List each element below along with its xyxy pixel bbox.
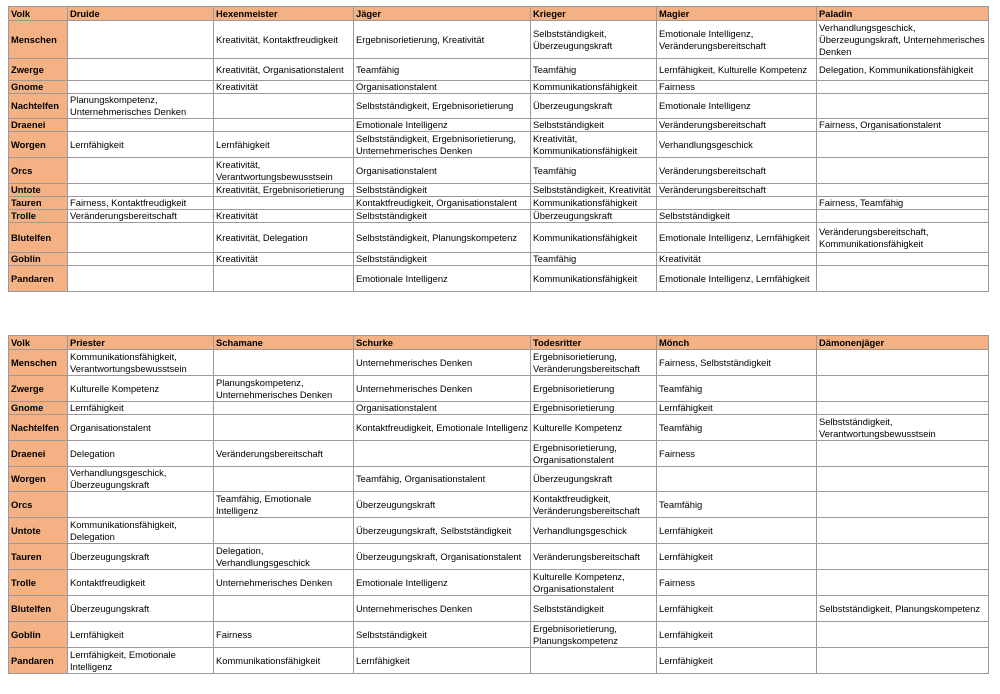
table-cell [68,184,214,197]
table-cell: Kontaktfreudigkeit, Veränderungsbereitschaft [531,492,657,518]
table-cell [354,441,531,467]
table-cell [657,467,817,492]
row-header-volk: Blutelfen [9,223,68,253]
row-header-volk: Orcs [9,158,68,184]
table-cell: Kreativität, Kommunikationsfähigkeit [531,132,657,158]
table-cell: Selbstständigkeit [657,210,817,223]
table-row [9,376,989,402]
table-cell: Lernfähigkeit [657,622,817,648]
table-cell: Emotionale Intelligenz [657,94,817,119]
table-cell [817,402,989,415]
row-header-volk: Nachtelfen [9,415,68,441]
class-race-table-1 [8,6,989,292]
table-cell: Fairness [657,570,817,596]
row-header-volk: Orcs [9,492,68,518]
table-cell: Überzeugungskraft [354,492,531,518]
table-cell: Teamfähig [531,253,657,266]
table-row [9,132,989,158]
table-row [9,570,989,596]
table-cell: Kreativität, Delegation [214,223,354,253]
table-cell: Fairness [214,622,354,648]
header-schamane: Schamane [214,336,354,350]
row-header-volk: Nachtelfen [9,94,68,119]
table-cell [817,94,989,119]
table-cell [817,622,989,648]
table-cell: Teamfähig [531,158,657,184]
table-cell [214,402,354,415]
header-hexenmeister: Hexenmeister [214,7,354,21]
table-cell: Selbstständigkeit, Überzeugungskraft [531,21,657,59]
table-cell: Lernfähigkeit [657,596,817,622]
table-cell: Kommunikationsfähigkeit [531,223,657,253]
table-cell: Selbstständigkeit [531,119,657,132]
table-cell [214,596,354,622]
row-header-volk: Trolle [9,570,68,596]
table-cell [817,441,989,467]
table-cell: Selbstständigkeit [354,253,531,266]
table-row [9,119,989,132]
table-cell [214,415,354,441]
table-cell: Emotionale Intelligenz [354,570,531,596]
table-cell: Ergebnisorietierung [531,376,657,402]
header-schurke: Schurke [354,336,531,350]
row-header-volk: Blutelfen [9,596,68,622]
table-cell [68,158,214,184]
table-cell: Organisationstalent [354,81,531,94]
table-cell: Planungskompetenz, Unternehmerisches Denken [214,376,354,402]
table-cell [214,119,354,132]
table-cell [68,223,214,253]
table-cell [214,197,354,210]
row-header-volk: Draenei [9,441,68,467]
table-cell: Selbstständigkeit, Verantwortungsbewusstsein [817,415,989,441]
table-row [9,59,989,81]
table-row [9,158,989,184]
row-header-volk: Zwerge [9,376,68,402]
table-cell: Delegation, Verhandlungsgeschick [214,544,354,570]
table-cell: Unternehmerisches Denken [214,570,354,596]
table-cell [817,158,989,184]
table-row [9,94,989,119]
table-cell: Kulturelle Kompetenz [68,376,214,402]
table-cell: Kreativität, Organisationstalent [214,59,354,81]
table-cell: Überzeugungskraft [531,94,657,119]
row-header-volk: Tauren [9,544,68,570]
table-cell: Unternehmerisches Denken [354,376,531,402]
table-row [9,184,989,197]
table-cell [68,266,214,292]
row-header-volk: Goblin [9,622,68,648]
table-cell: Kreativität [214,81,354,94]
table-cell: Delegation, Kommunikationsfähigkeit [817,59,989,81]
table-cell [817,376,989,402]
header-druide: Druide [68,7,214,21]
header-volk: Volk [9,336,68,350]
table-cell: Verhandlungsgeschick [531,518,657,544]
table-cell [68,253,214,266]
table-cell: Fairness, Teamfähig [817,197,989,210]
table-cell: Überzeugungskraft [531,210,657,223]
table-row [9,266,989,292]
table-cell [531,648,657,674]
table-cell: Kreativität, Verantwortungsbewusstsein [214,158,354,184]
table-cell: Ergebnisorietierung, Organisationstalent [531,441,657,467]
table-cell: Lernfähigkeit [68,622,214,648]
header-paladin: Paladin [817,7,989,21]
table-cell: Kreativität [214,253,354,266]
table-cell [817,132,989,158]
table-cell: Überzeugungskraft [68,544,214,570]
table-1-body [9,21,989,292]
table-cell: Kulturelle Kompetenz [531,415,657,441]
table-cell [817,253,989,266]
table-cell: Lernfähigkeit [657,544,817,570]
table-cell: Veränderungsbereitschaft [657,158,817,184]
table-row [9,223,989,253]
header-row [9,7,989,21]
table-cell: Selbstständigkeit [354,184,531,197]
table-row [9,492,989,518]
table-2-header [9,336,989,350]
table-cell [214,266,354,292]
table-row [9,21,989,59]
table-cell: Emotionale Intelligenz, Lernfähigkeit [657,223,817,253]
table-cell: Kulturelle Kompetenz, Organisationstalent [531,570,657,596]
table-cell: Teamfähig [657,376,817,402]
table-cell: Selbstständigkeit [354,622,531,648]
row-header-volk: Menschen [9,350,68,376]
table-cell: Kommunikationsfähigkeit [531,81,657,94]
table-cell: Verhandlungsgeschick, Überzeugungskraft [68,467,214,492]
table-cell [817,492,989,518]
table-cell: Emotionale Intelligenz, Lernfähigkeit [657,266,817,292]
table-cell [214,350,354,376]
table-row [9,81,989,94]
table-row [9,253,989,266]
row-header-volk: Menschen [9,21,68,59]
table-cell: Fairness [657,441,817,467]
table-cell: Lernfähigkeit [657,518,817,544]
table-cell: Kommunikationsfähigkeit [531,266,657,292]
table-cell: Delegation [68,441,214,467]
table-cell: Selbstständigkeit, Ergebnisorietierung [354,94,531,119]
table-cell: Kommunikationsfähigkeit, Delegation [68,518,214,544]
table-cell [817,350,989,376]
row-header-volk: Trolle [9,210,68,223]
table-cell: Kontaktfreudigkeit, Emotionale Intelligenz [354,415,531,441]
table-cell: Selbstständigkeit [354,210,531,223]
row-header-volk: Untote [9,518,68,544]
table-row [9,596,989,622]
table-cell: Ergebnisorietierung [531,402,657,415]
table-row [9,648,989,674]
table-cell: Lernfähigkeit [68,132,214,158]
table-cell: Teamfähig [354,59,531,81]
table-cell: Kontaktfreudigkeit, Organisationstalent [354,197,531,210]
table-cell: Selbstständigkeit, Planungskompetenz [354,223,531,253]
table-cell: Selbstständigkeit [531,596,657,622]
table-cell: Teamfähig [657,492,817,518]
table-cell: Lernfähigkeit [214,132,354,158]
table-row [9,210,989,223]
table-cell: Kontaktfreudigkeit [68,570,214,596]
table-cell [817,544,989,570]
table-cell: Unternehmerisches Denken [354,596,531,622]
table-cell: Überzeugungskraft [531,467,657,492]
table-cell [817,184,989,197]
header-magier: Magier [657,7,817,21]
table-cell: Selbstständigkeit, Planungskompetenz [817,596,989,622]
header-jaeger: Jäger [354,7,531,21]
table-cell: Selbstständigkeit, Kreativität [531,184,657,197]
table-cell: Fairness [657,81,817,94]
header-krieger: Krieger [531,7,657,21]
table-1-header [9,7,989,21]
table-row [9,467,989,492]
table-cell: Ergebnisorietierung, Planungskompetenz [531,622,657,648]
table-cell: Verhandlungsgeschick, Überzeugungskraft, Unternehmerisches Denken [817,21,989,59]
table-cell: Veränderungsbereitschaft [68,210,214,223]
table-cell: Organisationstalent [354,402,531,415]
table-row [9,544,989,570]
table-2-body [9,350,989,674]
table-row [9,197,989,210]
table-cell: Fairness, Selbstständigkeit [657,350,817,376]
table-cell [68,492,214,518]
table-cell: Fairness, Kontaktfreudigkeit [68,197,214,210]
table-cell: Emotionale Intelligenz [354,119,531,132]
table-cell [214,467,354,492]
row-header-volk: Gnome [9,402,68,415]
table-cell [68,59,214,81]
table-cell: Emotionale Intelligenz [354,266,531,292]
table-cell: Teamfähig [531,59,657,81]
table-cell [214,518,354,544]
table-cell: Kreativität [214,210,354,223]
table-cell: Organisationstalent [354,158,531,184]
table-cell: Selbstständigkeit, Ergebnisorietierung, Unternehmerisches Denken [354,132,531,158]
table-cell: Planungskompetenz, Unternehmerisches Denken [68,94,214,119]
row-header-volk: Zwerge [9,59,68,81]
row-header-volk: Draenei [9,119,68,132]
table-cell [817,467,989,492]
table-cell: Veränderungsbereitschaft [531,544,657,570]
table-cell [817,81,989,94]
row-header-volk: Worgen [9,467,68,492]
table-cell: Kreativität [657,253,817,266]
table-cell: Kommunikationsfähigkeit, Verantwortungsbewusstsein [68,350,214,376]
header-priester: Priester [68,336,214,350]
table-cell: Verhandlungsgeschick [657,132,817,158]
header-row [9,336,989,350]
table-cell [817,648,989,674]
table-cell: Ergebnisorietierung, Veränderungsbereitschaft [531,350,657,376]
table-cell: Teamfähig, Organisationstalent [354,467,531,492]
header-volk: Volk [9,7,68,21]
table-cell [817,266,989,292]
table-cell: Veränderungsbereitschaft [657,184,817,197]
row-header-volk: Worgen [9,132,68,158]
table-cell: Kommunikationsfähigkeit [531,197,657,210]
table-cell [68,119,214,132]
table-cell: Veränderungsbereitschaft [657,119,817,132]
row-header-volk: Untote [9,184,68,197]
table-cell: Lernfähigkeit [354,648,531,674]
table-row [9,518,989,544]
table-row [9,441,989,467]
table-cell: Veränderungsbereitschaft, Kommunikationsfähigkeit [817,223,989,253]
table-cell: Lernfähigkeit [68,402,214,415]
table-cell: Lernfähigkeit [657,648,817,674]
table-cell: Teamfähig, Emotionale Intelligenz [214,492,354,518]
row-header-volk: Gnome [9,81,68,94]
header-moench: Mönch [657,336,817,350]
table-cell: Kreativität, Ergebnisorietierung [214,184,354,197]
table-cell [68,81,214,94]
class-race-table-2 [8,335,989,674]
table-row [9,350,989,376]
table-cell: Unternehmerisches Denken [354,350,531,376]
table-cell: Fairness, Organisationstalent [817,119,989,132]
table-cell [214,94,354,119]
table-cell [657,197,817,210]
row-header-volk: Pandaren [9,266,68,292]
table-cell: Ergebnisorietierung, Kreativität [354,21,531,59]
table-cell: Überzeugungskraft, Organisationstalent [354,544,531,570]
table-cell: Emotionale Intelligenz, Veränderungsbereitschaft [657,21,817,59]
table-cell [817,518,989,544]
table-row [9,622,989,648]
row-header-volk: Goblin [9,253,68,266]
table-cell [817,210,989,223]
row-header-volk: Tauren [9,197,68,210]
table-cell [817,570,989,596]
table-cell: Organisationstalent [68,415,214,441]
header-daemonenjaeger: Dämonenjäger [817,336,989,350]
table-row [9,402,989,415]
table-cell [68,21,214,59]
row-header-volk: Pandaren [9,648,68,674]
table-cell: Überzeugungskraft, Selbstständigkeit [354,518,531,544]
table-cell: Lernfähigkeit, Kulturelle Kompetenz [657,59,817,81]
table-cell: Lernfähigkeit [657,402,817,415]
table-cell: Überzeugungskraft [68,596,214,622]
header-todesritter: Todesritter [531,336,657,350]
table-cell: Lernfähigkeit, Emotionale Intelligenz [68,648,214,674]
table-cell: Kreativität, Kontaktfreudigkeit [214,21,354,59]
table-cell: Kommunikationsfähigkeit [214,648,354,674]
table-cell: Veränderungsbereitschaft [214,441,354,467]
table-row [9,415,989,441]
table-cell: Teamfähig [657,415,817,441]
